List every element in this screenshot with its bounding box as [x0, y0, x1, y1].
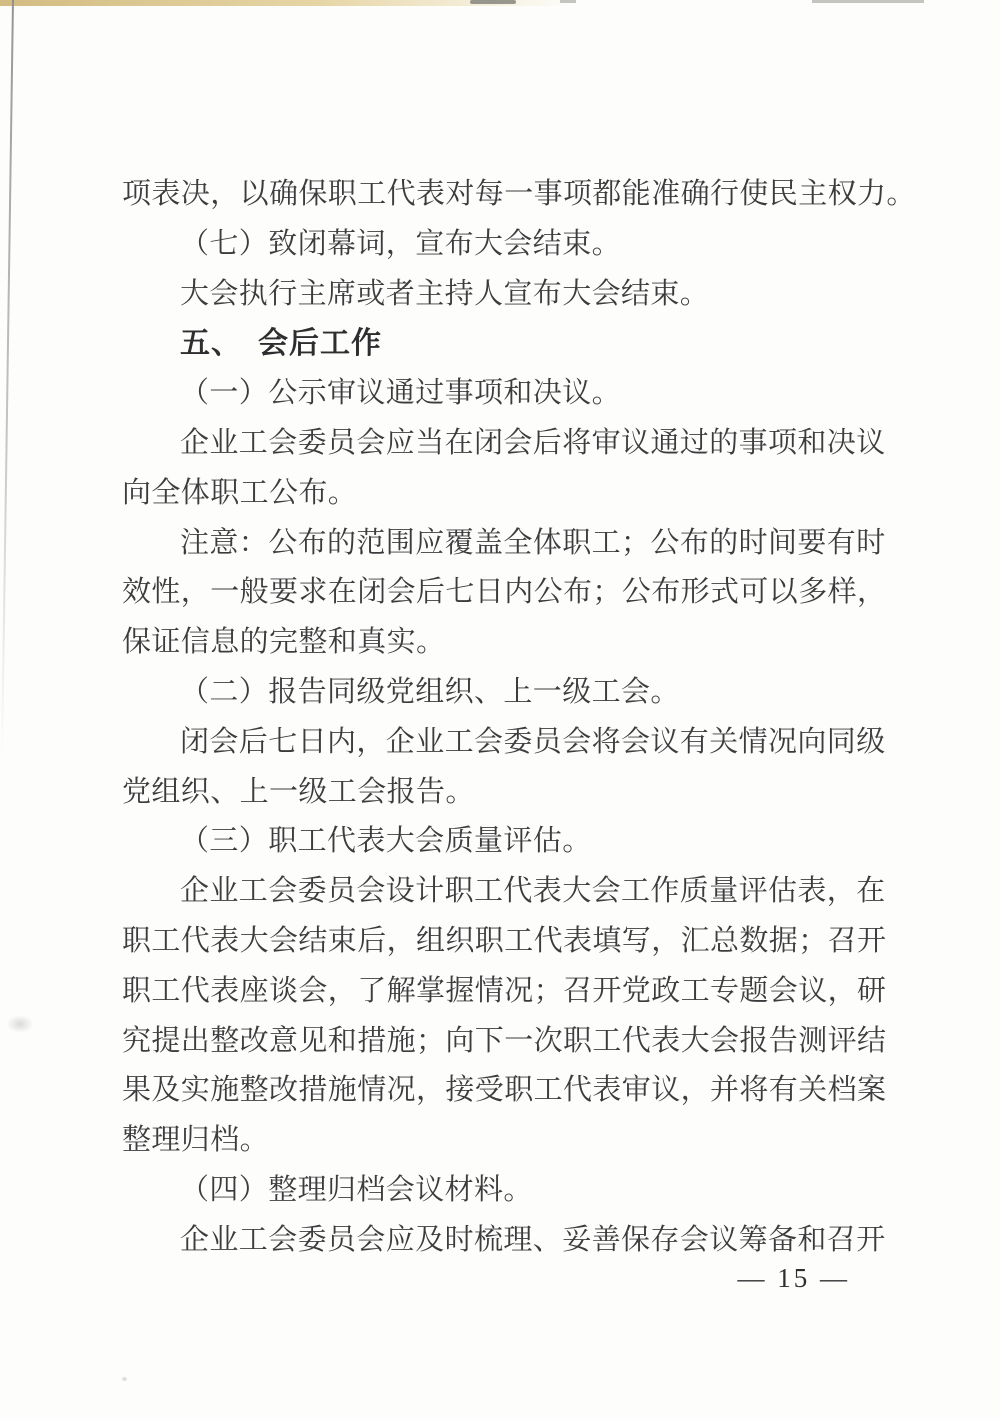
text-line: （七）致闭幕词，宣布大会结束。: [180, 227, 622, 260]
text-line: 果及实施整改措施情况，接受职工代表审议，并将有关档案: [122, 1074, 887, 1107]
text-line: 效性，一般要求在闭会后七日内公布；公布形式可以多样，: [122, 576, 887, 609]
page-number: — 15 —: [737, 1263, 850, 1293]
text-line: 整理归档。: [122, 1124, 270, 1157]
text-line: 向全体职工公布。: [122, 476, 358, 509]
text-line: 注意：公布的范围应覆盖全体职工；公布的时间要有时: [180, 526, 886, 559]
document-text-block: [122, 170, 916, 1266]
text-line: 职工代表大会结束后，组织职工代表填写，汇总数据；召开: [122, 924, 887, 957]
text-line: （一）公示审议通过事项和决议。: [180, 377, 622, 410]
text-line: （三）职工代表大会质量评估。: [180, 825, 592, 858]
scan-smudge-artifact: [470, 0, 516, 4]
text-line: 究提出整改意见和措施；向下一次职工代表大会报告测评结: [122, 1024, 887, 1057]
scan-smudge-artifact: [6, 1015, 34, 1033]
text-line: 项表决，以确保职工代表对每一事项都能准确行使民主权力。: [122, 178, 916, 210]
text-line: 企业工会委员会设计职工代表大会工作质量评估表，在: [180, 875, 886, 908]
text-line: 职工代表座谈会，了解掌握情况；召开党政工专题会议，研: [122, 974, 887, 1007]
scan-top-right-strip: [812, 0, 924, 3]
section-heading: 五、 会后工作: [180, 327, 382, 361]
text-line: 企业工会委员会应及时梳理、妥善保存会议筹备和召开: [180, 1223, 886, 1256]
scan-smudge-artifact: [560, 0, 576, 3]
text-line: 党组织、上一级工会报告。: [122, 775, 475, 808]
text-line: （二）报告同级党组织、上一级工会。: [180, 675, 680, 708]
scan-speck-artifact: [122, 1377, 127, 1381]
text-line: 闭会后七日内，企业工会委员会将会议有关情况向同级: [180, 725, 886, 758]
text-line: （四）整理归档会议材料。: [180, 1173, 533, 1206]
text-line: 大会执行主席或者主持人宣布大会结束。: [180, 277, 710, 310]
text-line: 企业工会委员会应当在闭会后将审议通过的事项和决议: [180, 426, 886, 459]
text-line: 保证信息的完整和真实。: [122, 626, 446, 659]
scan-left-scratch-line: [0, 0, 20, 760]
